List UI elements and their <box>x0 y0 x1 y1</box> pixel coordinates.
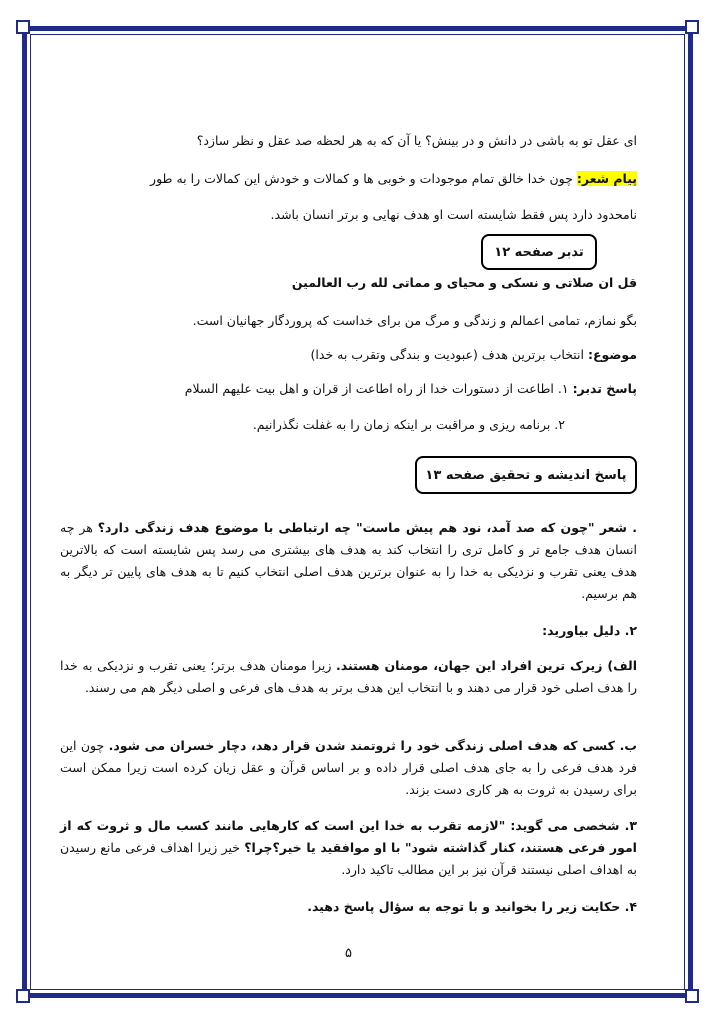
question-2a-answer: زیرا مومنان هدف برتر؛ یعنی تقرب و نزدیکی به خدا را هدف اصلی خود قرار می دهند و با انتخاب این هدف برتر به هدف های فرعی و اصلی دیگر هم می رسند. <box>60 658 637 695</box>
reflection-answer-item2: ۲. برنامه ریزی و مراقبت بر اینکه زمان را به غفلت نگذرانیم. <box>252 417 565 432</box>
poem-line: ای عقل تو به باشی در دانش و در بینش؟ یا آن که به هر لحظه صد عقل و نظر سازد؟ <box>196 133 637 148</box>
poem-message-label: پیام شعر: <box>576 171 637 186</box>
question-2b <box>60 735 637 801</box>
section-title-reflection: تدبر صفحه ۱۲ <box>494 244 584 260</box>
question-2b-answer: چون این فرد هدف فرعی را به جای هدف اصلی قرار داده و بر اساس قرآن و عقل زیان کرده است زیرا ممکن است برای رسیدن به ثروت به هر کاری دست بزند. <box>60 738 637 797</box>
reflection-answer-item1: ۱. اطاعت از دستورات خدا از راه اطاعت از قران و اهل بیت علیهم السلام <box>184 381 569 396</box>
subject-line <box>311 346 637 364</box>
reflection-answer-label: پاسخ تدبر: <box>572 381 637 396</box>
question-1-answer: هر چه انسان هدف جامع تر و کامل تری را انتخاب کند به هدف های بیشتری می رسد پس شایسته است که بالاترین هدف یعنی تقرب و نزدیکی به خدا را به عنوان برترین هدف اصلی انتخاب کنیم تا به هدف های پایین تر دیگر به هم برسیم. <box>60 520 637 601</box>
corner-ornament-bl <box>16 989 30 1003</box>
verse-translation: بگو نمازم، تمامی اعمالم و زندگی و مرگ من برای خداست که پروردگار جهانیان است. <box>192 313 637 328</box>
section-box-reflection <box>481 234 597 270</box>
question-3-title: ۳. شخصی می گوید: "لازمه تقرب به خدا این است که کارهایی مانند کسب مال و ثروت که از امور فرعی هستند، کنار گذاشته شود" با او موافقید یا خیر؟چرا؟ <box>60 818 637 855</box>
corner-ornament-br <box>685 989 699 1003</box>
question-2b-title: ب. کسی که هدف اصلی زندگی خود را ثروتمند شدن قرار دهد، دچار خسران می شود. <box>108 738 637 753</box>
poem-message-text2: نامحدود دارد پس فقط شایسته است او هدف نهایی و برتر انسان باشد. <box>270 207 637 222</box>
poem-message-text1: چون خدا خالق تمام موجودات و خوبی ها و کمالات و خودش این کمالات را به طور <box>150 171 573 186</box>
question-2a <box>60 655 637 699</box>
question-2-title: ۲. دلیل بیاورید: <box>542 623 637 638</box>
section-box-thinking <box>415 456 637 494</box>
question-4-title: ۴. حکایت زیر را بخوانید و با توجه به سؤال پاسخ دهید. <box>307 899 637 914</box>
question-3-answer: خیر زیرا اهداف فرعی مانع رسیدن به اهداف اصلی نیستند قرآن نیز بر این مطالب تاکید دارد. <box>60 840 637 877</box>
corner-ornament-tr <box>685 20 699 34</box>
question-2a-title: الف) زیرک ترین افراد این جهان، مومنان هستند. <box>335 658 637 673</box>
reflection-answer-line1 <box>185 380 637 398</box>
verse-arabic: قل ان صلاتی و نسکی و محیای و مماتی لله رب العالمین <box>291 275 637 290</box>
subject-text: انتخاب برترین هدف (عبودیت و بندگی وتقرب به خدا) <box>310 347 584 362</box>
poem-message-line1 <box>150 170 637 188</box>
question-3 <box>60 815 637 881</box>
corner-ornament-tl <box>16 20 30 34</box>
subject-label: موضوع: <box>587 347 637 362</box>
section-title-thinking: پاسخ اندیشه و تحقیق صفحه ۱۳ <box>425 467 627 483</box>
question-1 <box>60 517 637 605</box>
page-number: ۵ <box>345 946 352 961</box>
question-1-title: . شعر "چون که صد آمد، نود هم پیش ماست" چه ارتباطی با موضوع هدف زندگی دارد؟ <box>97 520 637 535</box>
